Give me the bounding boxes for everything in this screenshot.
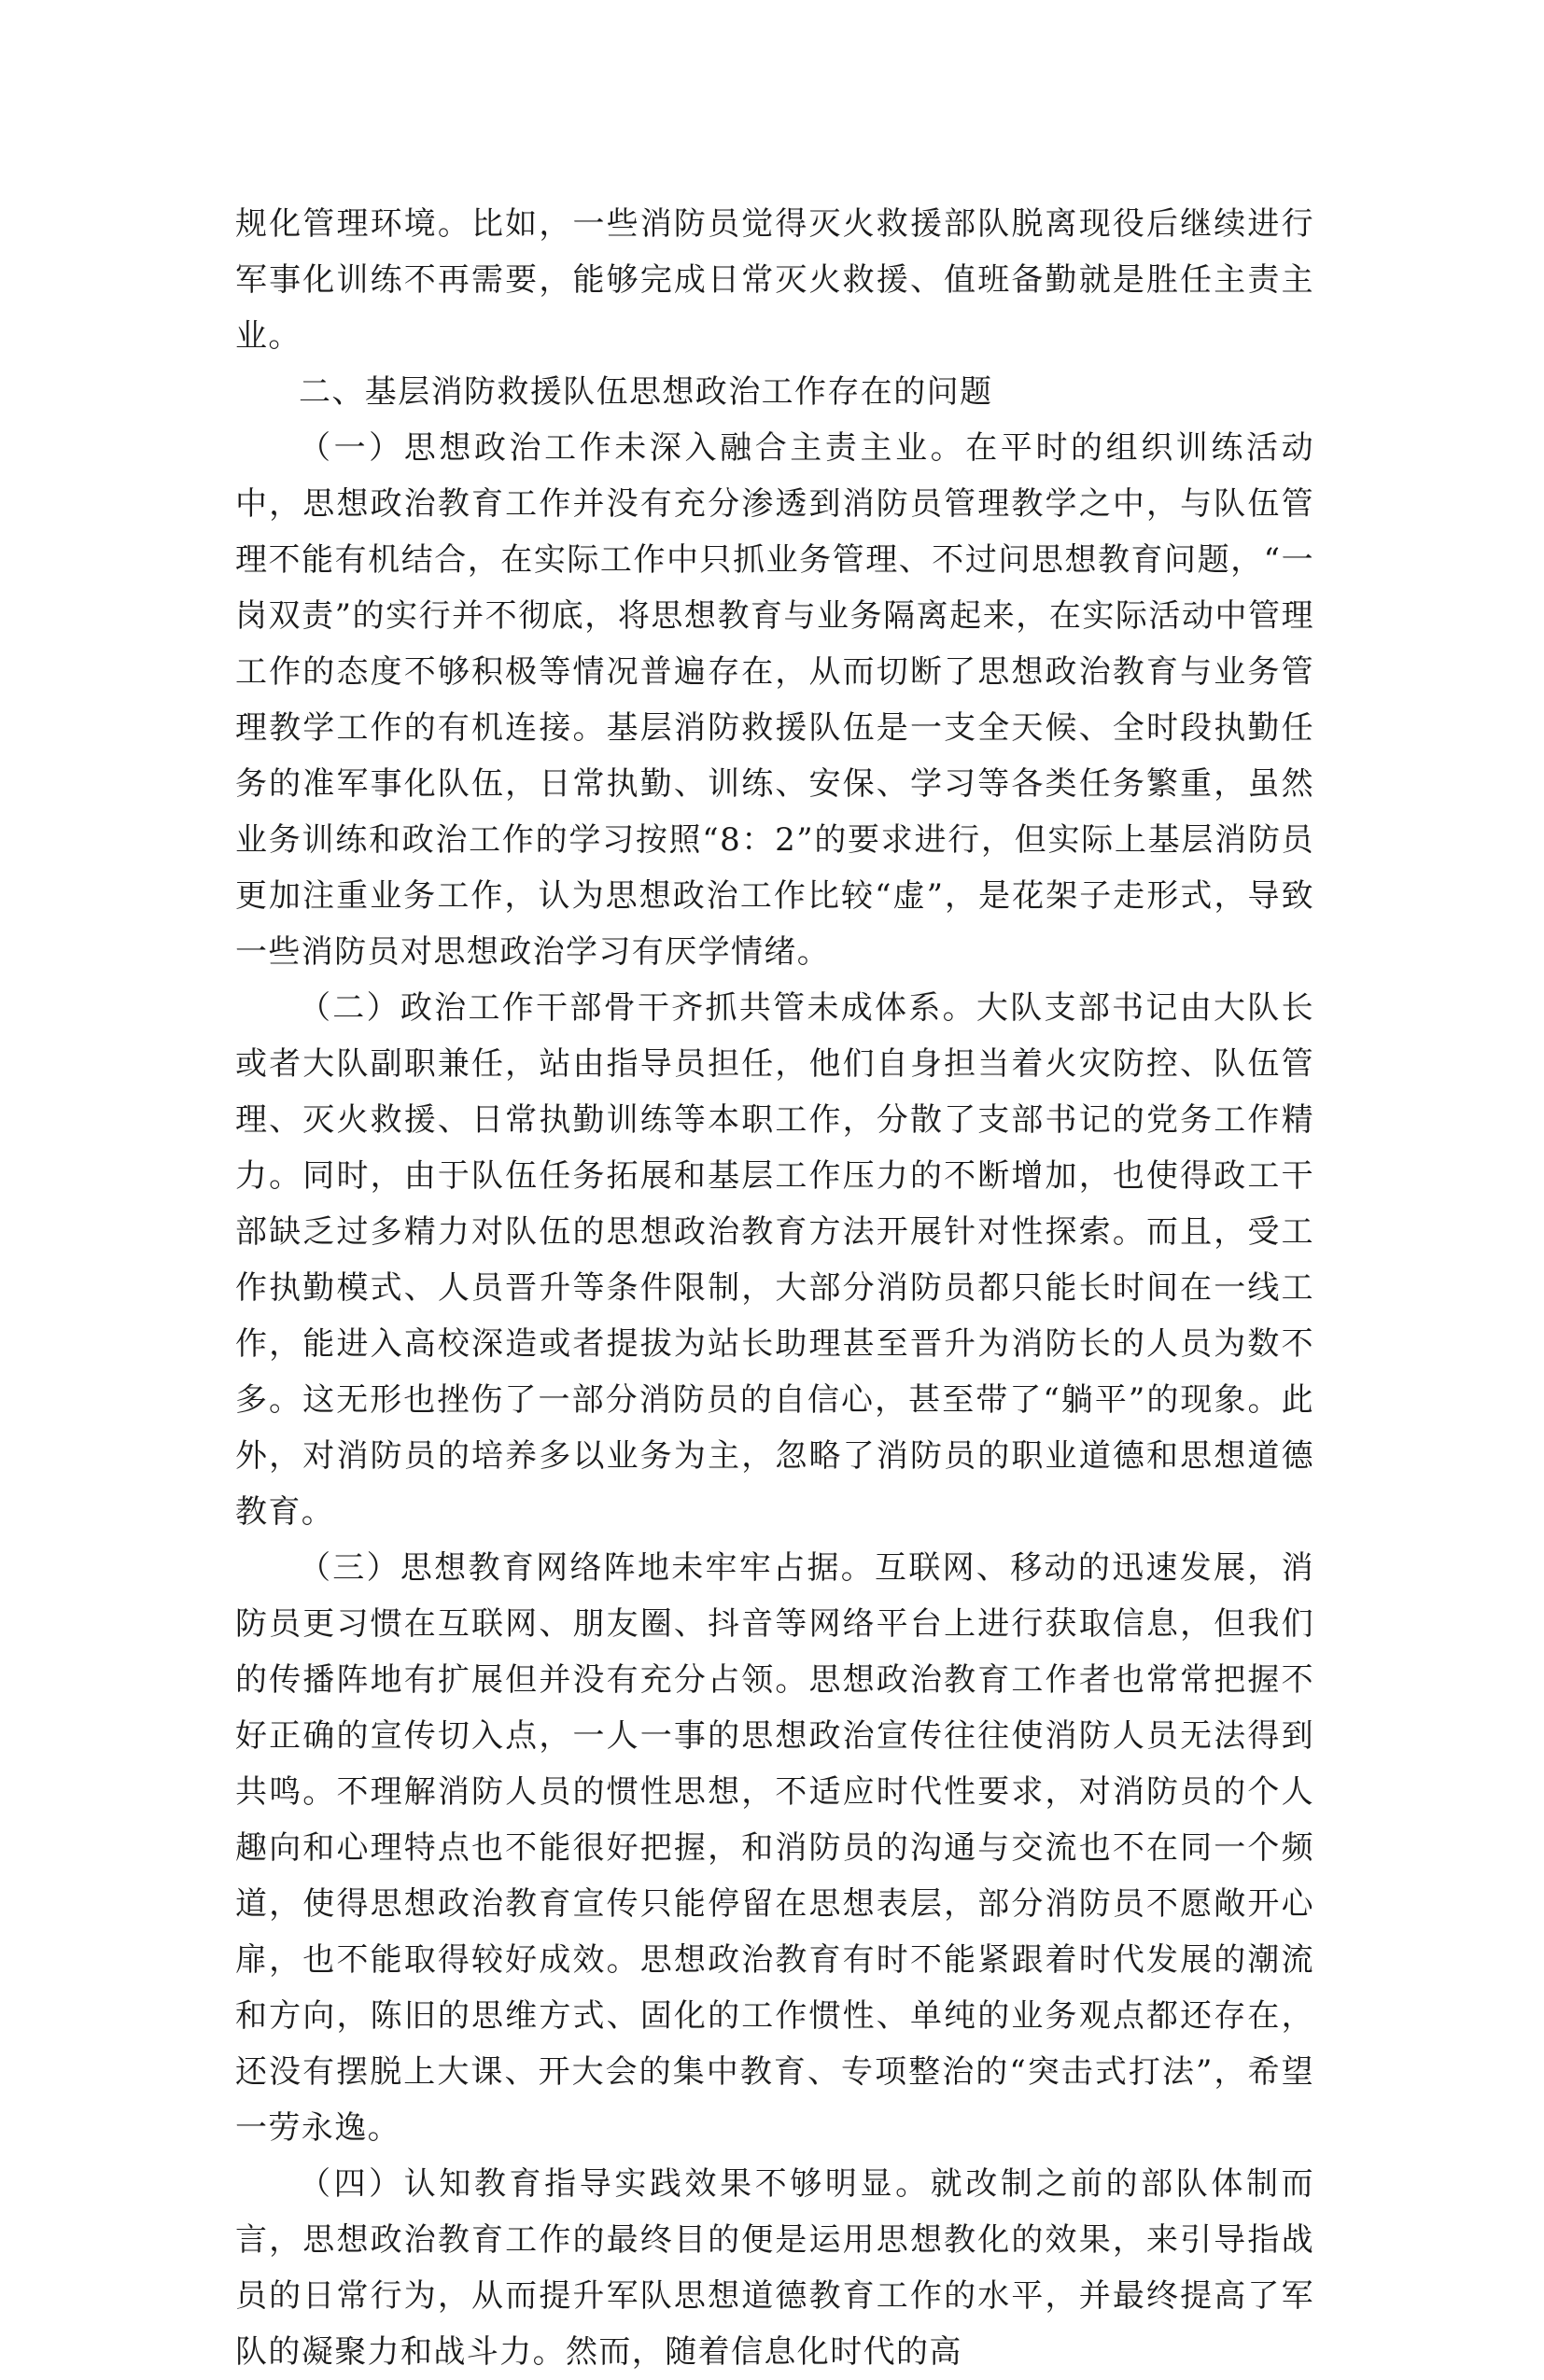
section-heading: 二、基层消防救援队伍思想政治工作存在的问题	[299, 373, 993, 411]
document-body	[235, 196, 1314, 2380]
paragraph-two: （二）政治工作干部骨干齐抓共管未成体系。大队支部书记由大队长或者大队副职兼任，站由指导员担任，他们自身担当着火灾防控、队伍管理、灭火救援、日常执勤训练等本职工作，分散了支部书记的党务工作精力。同时，由于队伍任务拓展和基层工作压力的不断增加，也使得政工干部缺乏过多精力对队伍的思想政治教育方法开展针对性探索。而且，受工作执勤模式、人员晋升等条件限制，大部分消防员都只能长时间在一线工作，能进入高校深造或者提拔为站长助理甚至晋升为消防长的人员为数不多。这无形也挫伤了一部分消防员的自信心，甚至带了“躺平”的现象。此外，对消防员的培养多以业务为主，忽略了消防员的职业道德和思想道德教育。	[235, 989, 1314, 1531]
paragraph-continuation: 规化管理环境。比如，一些消防员觉得灭火救援部队脱离现役后继续进行军事化训练不再需要，能够完成日常灭火救援、值班备勤就是胜任主责主业。	[235, 205, 1314, 355]
paragraph-four: （四）认知教育指导实践效果不够明显。就改制之前的部队体制而言，思想政治教育工作的最终目的便是运用思想教化的效果，来引导指战员的日常行为，从而提升军队思想道德教育工作的水平，并最终提高了军队的凝聚力和战斗力。然而，随着信息化时代的高	[235, 2165, 1314, 2371]
paragraph-one: （一）思想政治工作未深入融合主责主业。在平时的组织训练活动中，思想政治教育工作并没有充分渗透到消防员管理教学之中，与队伍管理不能有机结合，在实际工作中只抓业务管理、不过问思想教育问题，“一岗双责”的实行并不彻底，将思想教育与业务隔离起来，在实际活动中管理工作的态度不够积极等情况普遍存在，从而切断了思想政治教育与业务管理教学工作的有机连接。基层消防救援队伍是一支全天候、全时段执勤任务的准军事化队伍，日常执勤、训练、安保、学习等各类任务繁重，虽然业务训练和政治工作的学习按照“8：2”的要求进行，但实际上基层消防员更加注重业务工作，认为思想政治工作比较“虚”，是花架子走形式，导致一些消防员对思想政治学习有厌学情绪。	[235, 429, 1314, 971]
paragraph-three: （三）思想教育网络阵地未牢牢占据。互联网、移动的迅速发展，消防员更习惯在互联网、朋友圈、抖音等网络平台上进行获取信息，但我们的传播阵地有扩展但并没有充分占领。思想政治教育工作者也常常把握不好正确的宣传切入点，一人一事的思想政治宣传往往使消防人员无法得到共鸣。不理解消防人员的惯性思想，不适应时代性要求，对消防员的个人趣向和心理特点也不能很好把握，和消防员的沟通与交流也不在同一个频道，使得思想政治教育宣传只能停留在思想表层，部分消防员不愿敞开心扉，也不能取得较好成效。思想政治教育有时不能紧跟着时代发展的潮流和方向，陈旧的思维方式、固化的工作惯性、单纯的业务观点都还存在，还没有摆脱上大课、开大会的集中教育、专项整治的“突击式打法”，希望一劳永逸。	[235, 1549, 1314, 2147]
